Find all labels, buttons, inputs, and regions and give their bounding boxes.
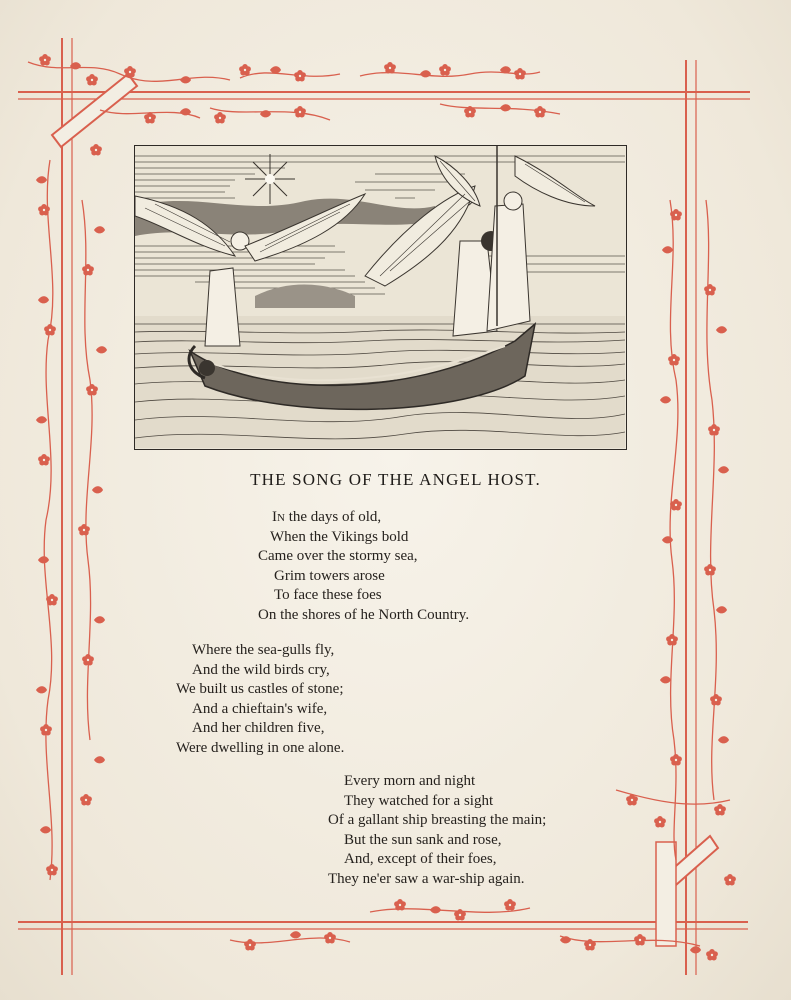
poem-line: Every morn and night — [344, 773, 476, 789]
poem-line: To face these foes — [274, 587, 382, 603]
poem-line: And a chieftain's wife, — [192, 700, 328, 717]
engraved-illustration — [134, 145, 627, 450]
poem-line: We built us castles of stone; — [176, 681, 344, 697]
poem-line: They ne'er saw a war-ship again. — [328, 870, 525, 887]
poem-line: But the sun sank and rose, — [344, 831, 502, 848]
drop-lead: In — [272, 509, 285, 525]
stanza-1 — [258, 508, 469, 625]
poem-line: Of a gallant ship breasting the main; — [328, 812, 547, 828]
poem-line: When the Vikings bold — [270, 528, 409, 545]
poem-line: And her children five, — [192, 720, 325, 736]
poem-line: Came over the stormy sea, — [258, 548, 418, 564]
stanza-2 — [176, 641, 344, 758]
poem-line: And the wild birds cry, — [192, 661, 330, 678]
angel-boat-engraving — [135, 146, 625, 448]
poem-title: THE SONG OF THE ANGEL HOST. — [250, 470, 541, 489]
poem-line: On the shores of he North Country. — [258, 606, 470, 623]
stanza-3 — [328, 772, 546, 889]
poem-line: Were dwelling in one alone. — [176, 739, 345, 756]
poem-line — [272, 508, 483, 528]
poem-line: And, except of their foes, — [344, 851, 497, 867]
line-text: the days of old, — [284, 509, 382, 525]
poem-line: They watched for a sight — [344, 792, 494, 809]
poem-line: Where the sea-gulls fly, — [192, 642, 335, 658]
poem-line: Grim towers arose — [274, 567, 385, 584]
